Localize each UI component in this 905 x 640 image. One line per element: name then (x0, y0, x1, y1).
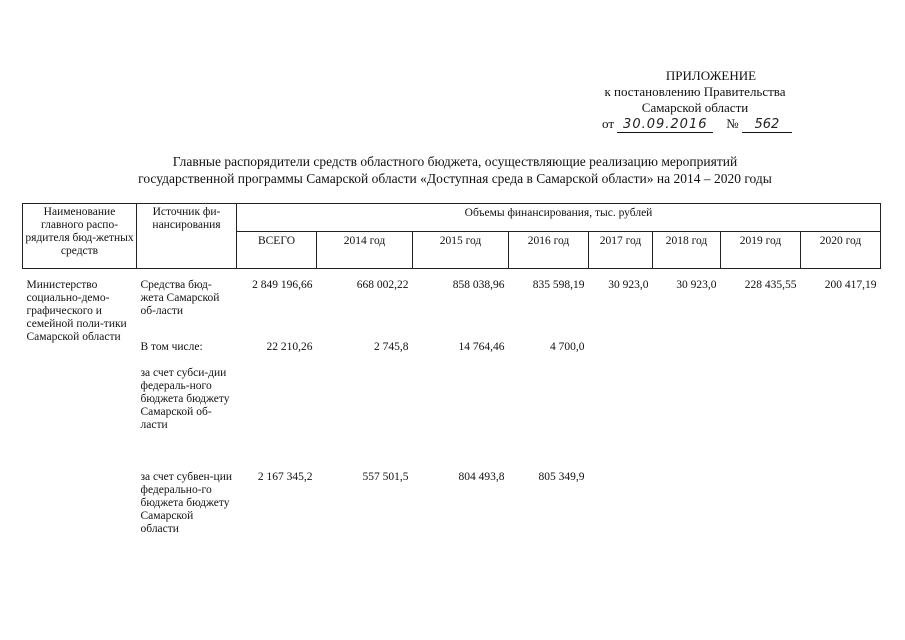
value-cell (721, 471, 801, 563)
value-cell: 228 435,55 (744, 279, 797, 291)
value-cell: 22 210,26 (266, 341, 313, 353)
value-cell: 835 598,19 (532, 279, 585, 291)
value-cell: 2 167 345,2 (257, 471, 313, 483)
handwritten-date: 30.09.2016 (617, 118, 713, 133)
header-year: 2018 год (653, 231, 721, 268)
header-year: 2015 год (413, 231, 509, 268)
document-title (40, 153, 870, 187)
appendix-region: Самарской области (641, 100, 749, 115)
header-year: 2019 год (721, 231, 801, 268)
appendix-block (560, 68, 830, 134)
financing-table (22, 203, 881, 563)
value-cell (413, 367, 509, 471)
value-cell (653, 341, 721, 367)
manager-name: Министерство социально-демо-графического и семейной поли-тики Самарской области (26, 279, 127, 343)
value-cell (801, 471, 881, 563)
value-cell (589, 471, 653, 563)
value-cell: 858 038,96 (452, 279, 505, 291)
value-cell (801, 341, 881, 367)
table-row (23, 367, 881, 471)
value-cell (589, 367, 653, 471)
source-cell: за счет субси-дии федераль-ного бюджета бюджету Самарской об-ласти (140, 367, 230, 431)
handwritten-number: 562 (742, 118, 792, 133)
value-cell (721, 341, 801, 367)
value-cell (589, 341, 653, 367)
value-cell (317, 367, 413, 471)
header-year: ВСЕГО (237, 231, 317, 268)
value-cell: 668 002,22 (356, 279, 409, 291)
value-cell: 30 923,0 (608, 279, 649, 291)
source-cell: Средства бюд-жета Самарской об-ласти (140, 279, 220, 317)
title-line-1: Главные распорядители средств областного бюджета, осуществляющие реализацию мероприятий (172, 154, 738, 169)
header-year: 2016 год (509, 231, 589, 268)
appendix-date-line (560, 116, 830, 134)
value-cell (653, 367, 721, 471)
table-row (23, 279, 881, 341)
header-year: 2014 год (317, 231, 413, 268)
value-cell: 4 700,0 (550, 341, 585, 353)
value-cell: 30 923,0 (676, 279, 717, 291)
value-cell (721, 367, 801, 471)
value-cell (509, 367, 589, 471)
title-line-2: государственной программы Самарской области «Доступная среда в Самарской области» на 2014 – 2020 годы (138, 171, 772, 186)
value-cell: 805 349,9 (538, 471, 585, 483)
value-cell (801, 367, 881, 471)
date-prefix: от (602, 116, 615, 131)
header-manager: Наименование главного распо-рядителя бюд-жетных средств (23, 204, 137, 269)
value-cell: 557 501,5 (362, 471, 409, 483)
value-cell: 14 764,46 (458, 341, 505, 353)
table-row (23, 341, 881, 367)
header-source: Источник фи-нансирования (137, 204, 237, 269)
appendix-heading: ПРИЛОЖЕНИЕ (665, 68, 757, 83)
value-cell: 2 849 196,66 (252, 279, 313, 291)
value-cell: 2 745,8 (374, 341, 409, 353)
table-row (23, 471, 881, 563)
value-cell: 804 493,8 (458, 471, 505, 483)
header-financing-volume: Объемы финансирования, тыс. рублей (237, 204, 881, 232)
header-year: 2017 год (589, 231, 653, 268)
header-year: 2020 год (801, 231, 881, 268)
number-prefix: № (726, 116, 739, 131)
source-cell: за счет субвен-ции федерально-го бюджета бюджету Самарской области (140, 471, 233, 535)
appendix-resolution: к постановлению Правительства (604, 84, 786, 99)
value-cell (237, 367, 317, 471)
value-cell: 200 417,19 (824, 279, 877, 291)
source-cell: В том числе: (140, 341, 203, 353)
value-cell (653, 471, 721, 563)
